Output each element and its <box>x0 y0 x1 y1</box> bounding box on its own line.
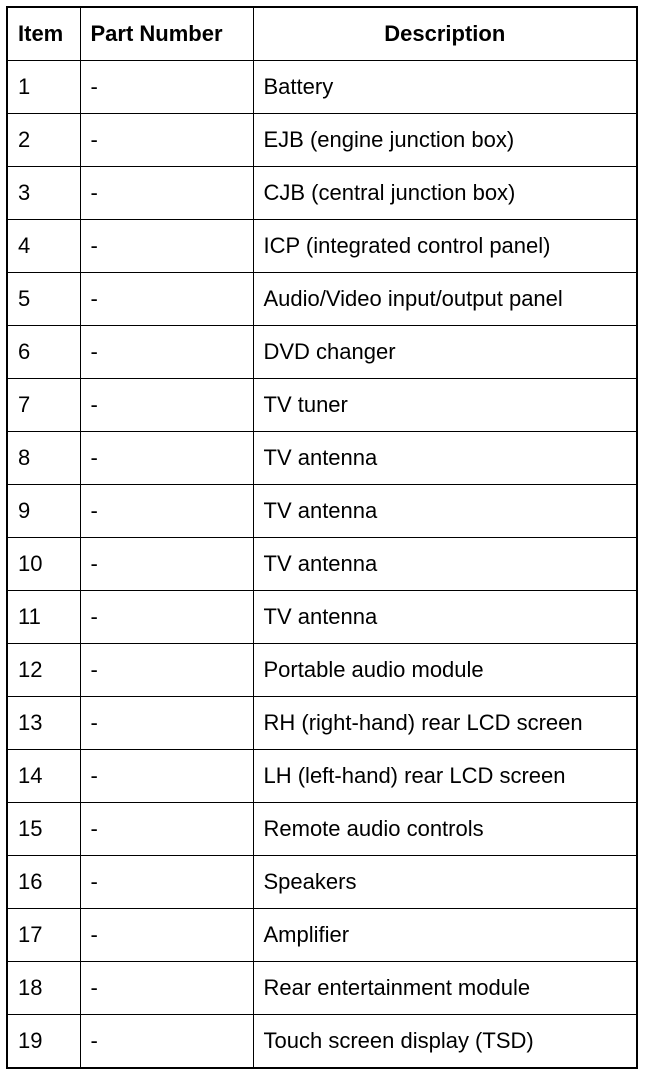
cell-item: 3 <box>7 167 80 220</box>
cell-description: Amplifier <box>253 909 637 962</box>
cell-part-number: - <box>80 273 253 326</box>
cell-description: Portable audio module <box>253 644 637 697</box>
cell-part-number: - <box>80 61 253 114</box>
cell-item: 14 <box>7 750 80 803</box>
table-body <box>7 61 637 1069</box>
cell-description: RH (right-hand) rear LCD screen <box>253 697 637 750</box>
cell-description: TV antenna <box>253 591 637 644</box>
table-row <box>7 1015 637 1069</box>
header-part-number: Part Number <box>80 7 253 61</box>
table-row <box>7 803 637 856</box>
cell-item: 17 <box>7 909 80 962</box>
cell-description: Audio/Video input/output panel <box>253 273 637 326</box>
table-row <box>7 379 637 432</box>
cell-part-number: - <box>80 644 253 697</box>
table-row <box>7 167 637 220</box>
cell-item: 16 <box>7 856 80 909</box>
cell-item: 10 <box>7 538 80 591</box>
table-row <box>7 220 637 273</box>
cell-item: 8 <box>7 432 80 485</box>
header-row <box>7 7 637 61</box>
cell-item: 12 <box>7 644 80 697</box>
cell-item: 11 <box>7 591 80 644</box>
cell-description: Remote audio controls <box>253 803 637 856</box>
table-row <box>7 485 637 538</box>
cell-description: Speakers <box>253 856 637 909</box>
cell-item: 18 <box>7 962 80 1015</box>
cell-item: 6 <box>7 326 80 379</box>
header-description: Description <box>253 7 637 61</box>
header-item: Item <box>7 7 80 61</box>
table-row <box>7 273 637 326</box>
table-row <box>7 591 637 644</box>
cell-part-number: - <box>80 697 253 750</box>
cell-part-number: - <box>80 909 253 962</box>
cell-item: 5 <box>7 273 80 326</box>
cell-part-number: - <box>80 114 253 167</box>
cell-description: TV antenna <box>253 538 637 591</box>
cell-part-number: - <box>80 591 253 644</box>
cell-part-number: - <box>80 326 253 379</box>
cell-item: 1 <box>7 61 80 114</box>
table-row <box>7 114 637 167</box>
parts-table <box>6 6 638 1069</box>
cell-part-number: - <box>80 167 253 220</box>
cell-description: TV tuner <box>253 379 637 432</box>
cell-description: TV antenna <box>253 432 637 485</box>
table-row <box>7 432 637 485</box>
table-row <box>7 909 637 962</box>
cell-description: CJB (central junction box) <box>253 167 637 220</box>
cell-part-number: - <box>80 803 253 856</box>
cell-item: 19 <box>7 1015 80 1069</box>
cell-description: Touch screen display (TSD) <box>253 1015 637 1069</box>
cell-description: Battery <box>253 61 637 114</box>
table-row <box>7 750 637 803</box>
table-row <box>7 538 637 591</box>
cell-description: LH (left-hand) rear LCD screen <box>253 750 637 803</box>
cell-description: DVD changer <box>253 326 637 379</box>
table-row <box>7 644 637 697</box>
cell-description: Rear entertainment module <box>253 962 637 1015</box>
cell-part-number: - <box>80 856 253 909</box>
cell-item: 15 <box>7 803 80 856</box>
cell-item: 7 <box>7 379 80 432</box>
cell-item: 2 <box>7 114 80 167</box>
cell-part-number: - <box>80 379 253 432</box>
cell-item: 9 <box>7 485 80 538</box>
cell-part-number: - <box>80 1015 253 1069</box>
cell-part-number: - <box>80 750 253 803</box>
cell-item: 13 <box>7 697 80 750</box>
table-row <box>7 326 637 379</box>
cell-item: 4 <box>7 220 80 273</box>
cell-part-number: - <box>80 432 253 485</box>
cell-part-number: - <box>80 220 253 273</box>
cell-part-number: - <box>80 962 253 1015</box>
cell-description: EJB (engine junction box) <box>253 114 637 167</box>
cell-part-number: - <box>80 538 253 591</box>
cell-description: ICP (integrated control panel) <box>253 220 637 273</box>
table-row <box>7 697 637 750</box>
table-row <box>7 61 637 114</box>
cell-part-number: - <box>80 485 253 538</box>
cell-description: TV antenna <box>253 485 637 538</box>
table-row <box>7 856 637 909</box>
table-row <box>7 962 637 1015</box>
